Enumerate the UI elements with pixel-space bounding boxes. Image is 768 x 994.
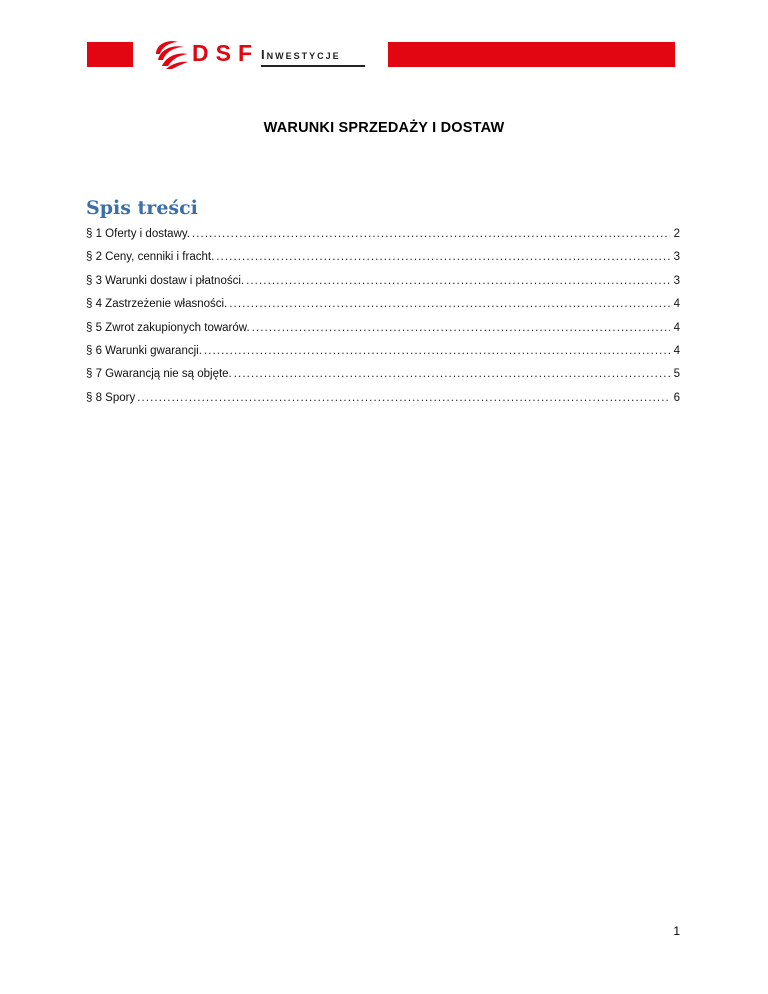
toc-entry-label: § 4 Zastrzeżenie własności. bbox=[86, 298, 228, 311]
toc-entry-page: 2 bbox=[673, 228, 680, 240]
toc-heading: Spis treści bbox=[86, 197, 198, 219]
document-title: WARUNKI SPRZEDAŻY I DOSTAW bbox=[263, 120, 505, 136]
toc-entry[interactable] bbox=[86, 275, 680, 298]
toc-entry[interactable] bbox=[86, 392, 680, 415]
page-header bbox=[0, 42, 768, 68]
toc-leader-dots bbox=[192, 228, 670, 240]
toc-entry[interactable] bbox=[86, 322, 680, 345]
toc-leader-dots bbox=[246, 275, 670, 287]
toc-entry-page: 3 bbox=[673, 251, 680, 264]
logo-underline bbox=[261, 65, 365, 67]
header-red-bar-right bbox=[388, 42, 675, 67]
header-red-bar-left bbox=[87, 42, 133, 67]
toc-entry-page: 5 bbox=[673, 368, 680, 381]
toc-entry-label: § 2 Ceny, cenniki i fracht. bbox=[86, 251, 215, 264]
toc-entry[interactable] bbox=[86, 368, 680, 391]
table-of-contents bbox=[86, 228, 680, 415]
logo-inwestycje-text: Inwestycje bbox=[261, 47, 341, 62]
page-number: 1 bbox=[673, 924, 680, 938]
toc-entry-label: § 6 Warunki gwarancji. bbox=[86, 344, 202, 357]
toc-leader-dots bbox=[137, 392, 670, 404]
toc-entry-page: 4 bbox=[673, 321, 680, 334]
toc-entry-label: § 5 Zwrot zakupionych towarów. bbox=[86, 321, 250, 334]
logo-swirl-icon bbox=[152, 38, 190, 70]
toc-entry-label: § 1 Oferty i dostawy. bbox=[86, 228, 190, 240]
toc-entry[interactable] bbox=[86, 251, 680, 274]
toc-leader-dots bbox=[234, 368, 670, 380]
toc-entry[interactable] bbox=[86, 298, 680, 321]
logo-dsf-text: DSF bbox=[192, 40, 259, 66]
company-logo bbox=[148, 38, 366, 70]
toc-entry[interactable] bbox=[86, 228, 680, 251]
toc-entry-page: 4 bbox=[673, 344, 680, 357]
toc-entry-label: § 3 Warunki dostaw i płatności. bbox=[86, 274, 245, 287]
toc-entry-page: 4 bbox=[673, 298, 680, 311]
toc-leader-dots bbox=[204, 345, 670, 357]
toc-entry-page: 3 bbox=[673, 274, 680, 287]
toc-entry[interactable] bbox=[86, 345, 680, 368]
toc-entry-label: § 7 Gwarancją nie są objęte. bbox=[86, 368, 232, 381]
toc-entry-page: 6 bbox=[673, 391, 680, 404]
toc-leader-dots bbox=[252, 322, 670, 334]
toc-entry-label: § 8 Spory bbox=[86, 391, 136, 404]
toc-leader-dots bbox=[216, 251, 670, 263]
toc-leader-dots bbox=[229, 298, 670, 310]
